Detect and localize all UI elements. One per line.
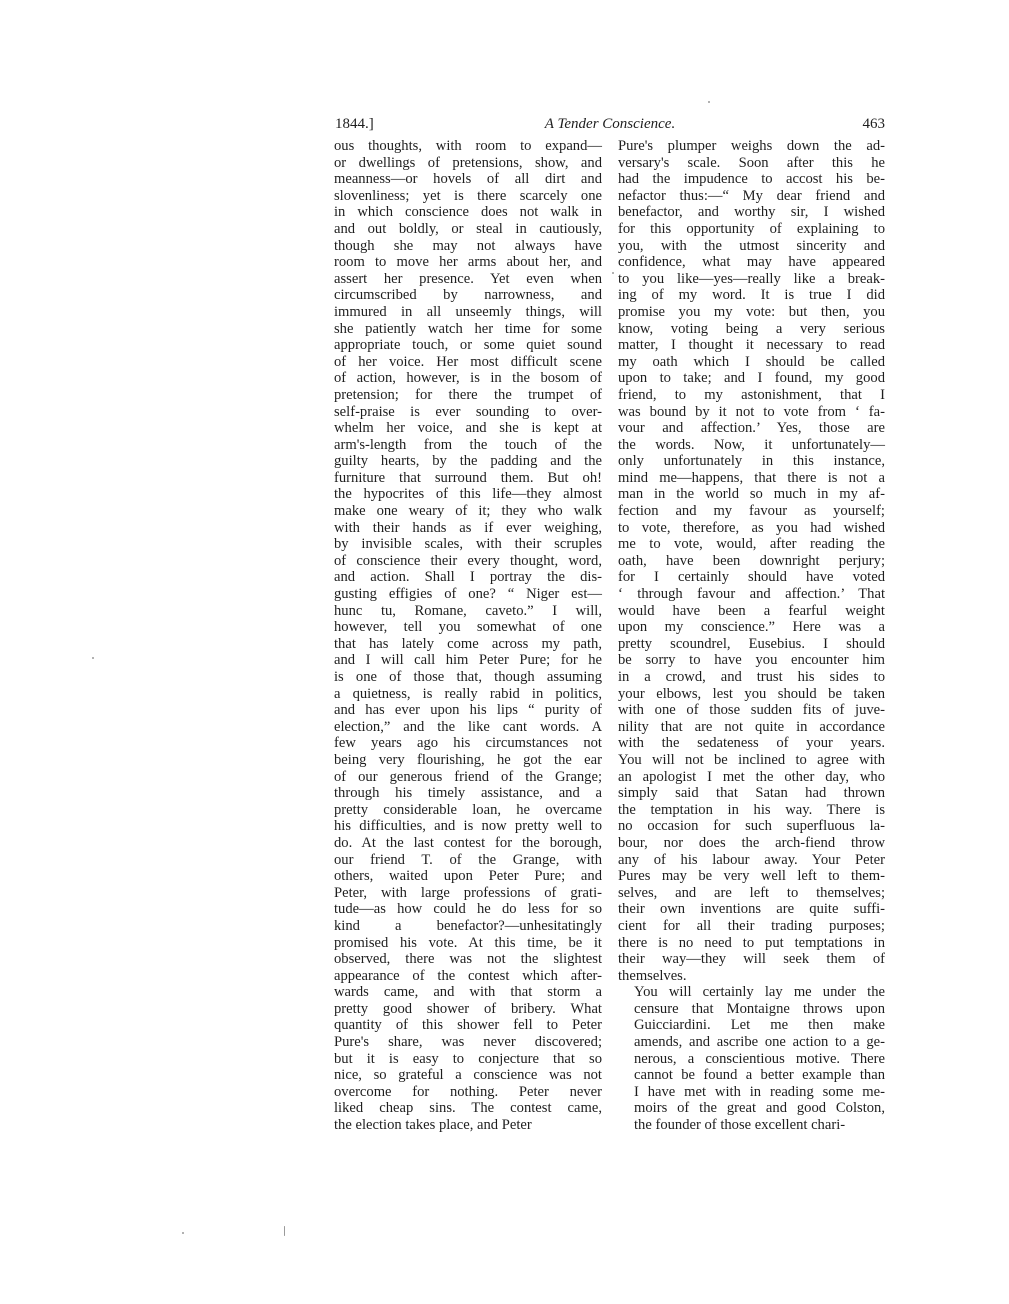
text-line: there is no need to put temptations in bbox=[618, 934, 885, 951]
scan-speck bbox=[182, 1232, 184, 1234]
text-line: nerous, a conscientious motive. There bbox=[634, 1050, 885, 1067]
text-line: in which conscience does not walk in bbox=[334, 204, 602, 221]
text-line: or dwellings of pretensions, show, and bbox=[334, 154, 602, 171]
text-line: and I will call him Peter Pure; for he bbox=[334, 652, 602, 669]
text-line: of her voice. Her most difficult scene bbox=[334, 353, 602, 370]
text-line: do. At the last contest for the borough, bbox=[334, 834, 602, 851]
text-line: You will not be inclined to agree with bbox=[618, 751, 885, 768]
text-line: appearance of the contest which after- bbox=[334, 967, 602, 984]
text-line: Guicciardini. Let me then make bbox=[634, 1017, 885, 1034]
text-line: for this opportunity of explaining to bbox=[618, 220, 885, 237]
text-line: self-praise is ever sounding to over- bbox=[334, 403, 602, 420]
text-line: overcome for nothing. Peter never bbox=[334, 1083, 602, 1100]
text-line: his difficulties, and is now pretty well to bbox=[334, 818, 602, 835]
text-line: man in the world so much in my af- bbox=[618, 486, 885, 503]
scan-speck bbox=[612, 272, 614, 274]
text-line: liked cheap sins. The contest came, bbox=[334, 1100, 602, 1117]
left-column bbox=[334, 138, 602, 1134]
right-column bbox=[618, 138, 885, 1134]
text-line: by invisible scales, with their scruples bbox=[334, 536, 602, 553]
text-line: slovenliness; yet is there scarcely one bbox=[334, 187, 602, 204]
text-line: gusting effigies of one? “ Niger est— bbox=[334, 586, 602, 603]
text-line: themselves. bbox=[618, 967, 687, 984]
text-line: few years ago his circumstances not bbox=[334, 735, 602, 752]
text-line: would have been a fearful weight bbox=[618, 602, 885, 619]
text-line: my oath which I should be called bbox=[618, 353, 885, 370]
text-line: circumscribed by narrowness, and bbox=[334, 287, 602, 304]
text-line: tude—as how could he do less for so bbox=[334, 901, 602, 918]
text-line: wards came, and with that storm a bbox=[334, 984, 602, 1001]
scan-speck bbox=[92, 657, 94, 659]
text-line: Pure's share, was never discovered; bbox=[334, 1034, 602, 1051]
text-line: upon to take; and I found, my good bbox=[618, 370, 885, 387]
text-line: of our generous friend of the Grange; bbox=[334, 768, 602, 785]
text-line: that has lately come across my path, bbox=[334, 635, 602, 652]
header-title: A Tender Conscience. bbox=[544, 116, 676, 132]
text-line: with the sedateness of your years. bbox=[618, 735, 885, 752]
text-line: furniture that surround them. But oh! bbox=[334, 469, 602, 486]
header-year: 1844.] bbox=[335, 116, 374, 132]
text-line: hunc tu, Romane, caveto.” I will, bbox=[334, 602, 602, 619]
text-line: promise you my vote: but then, you bbox=[618, 303, 885, 320]
text-line: cient for all their trading purposes; bbox=[618, 917, 885, 934]
text-line: had the impudence to accost his be- bbox=[618, 171, 885, 188]
text-line: Pure's plumper weighs down the ad- bbox=[618, 138, 885, 154]
text-line: election,” and the like cant words. A bbox=[334, 718, 602, 735]
text-line: any of his labour away. Your Peter bbox=[618, 851, 885, 868]
paragraph bbox=[618, 138, 885, 984]
text-line: and has ever upon his lips “ purity of bbox=[334, 702, 602, 719]
text-line: you, with the utmost sincerity and bbox=[618, 237, 885, 254]
scan-speck bbox=[708, 101, 710, 103]
text-line: make one weary of it; they who walk bbox=[334, 503, 602, 520]
text-line: room to move her arms about her, and bbox=[334, 254, 602, 271]
text-line: amends, and ascribe one action to a ge- bbox=[634, 1034, 885, 1051]
text-line: cannot be found a better example than bbox=[634, 1067, 885, 1084]
text-line: our friend T. of the Grange, with bbox=[334, 851, 602, 868]
text-line: assert her presence. Yet even when bbox=[334, 270, 602, 287]
text-line: matter, I thought it necessary to read bbox=[618, 337, 885, 354]
text-line: simply said that Satan had thrown bbox=[618, 785, 885, 802]
text-line: friend, to my astonishment, that I bbox=[618, 386, 885, 403]
text-line: benefactor, and worthy sir, I wished bbox=[618, 204, 885, 221]
text-line: meanness—or hovels of all dirt and bbox=[334, 171, 602, 188]
text-line: an apologist I met the other day, who bbox=[618, 768, 885, 785]
text-line: guilty hearts, by the padding and the bbox=[334, 453, 602, 470]
text-line: their way—they will seek them of bbox=[618, 951, 885, 968]
text-line: be sorry to have you encounter him bbox=[618, 652, 885, 669]
text-line: selves, and are left to themselves; bbox=[618, 884, 885, 901]
text-line: no occasion for such superfluous la- bbox=[618, 818, 885, 835]
text-line: is one of those that, though assuming bbox=[334, 669, 602, 685]
text-line: in a crowd, and trust his sides to bbox=[618, 669, 885, 685]
text-line: was bound by it not to vote from ‘ fa- bbox=[618, 403, 885, 420]
text-line: censure that Montaigne throws upon bbox=[634, 1000, 885, 1017]
text-line: of conscience their every thought, word, bbox=[334, 552, 602, 569]
text-line: mind me—happens, that there is not a bbox=[618, 469, 885, 486]
text-line: others, waited upon Peter Pure; and bbox=[334, 868, 602, 885]
text-line: appropriate touch, or some quiet sound bbox=[334, 337, 602, 354]
text-line: promised his vote. At this time, be it bbox=[334, 934, 602, 951]
text-line: arm's-length from the touch of the bbox=[334, 436, 602, 453]
text-line: I have met with in reading some me- bbox=[634, 1083, 885, 1100]
text-line: your elbows, lest you should be taken bbox=[618, 685, 885, 702]
text-line: pretty considerable loan, he overcame bbox=[334, 801, 602, 818]
text-line: for I certainly should have voted bbox=[618, 569, 885, 586]
text-line: but it is easy to conjecture that so bbox=[334, 1050, 602, 1067]
text-line: bour, nor does the arch-fiend throw bbox=[618, 834, 885, 851]
text-line: Pures may be very well left to them- bbox=[618, 868, 885, 885]
text-line: vour and affection.’ Yes, those are bbox=[618, 420, 885, 437]
text-line: the temptation in his way. There is bbox=[618, 801, 885, 818]
scan-speck bbox=[284, 1226, 285, 1236]
text-line: quantity of this shower fell to Peter bbox=[334, 1017, 602, 1034]
text-line: ous thoughts, with room to expand— bbox=[334, 138, 602, 154]
text-line: kind a benefactor?—unhesitatingly bbox=[334, 917, 602, 934]
text-line: pretty good shower of bribery. What bbox=[334, 1000, 602, 1017]
text-line: only unfortunately in this instance, bbox=[618, 453, 885, 470]
text-line: nefactor thus:—“ My dear friend and bbox=[618, 187, 885, 204]
text-line: me to vote, would, after reading the bbox=[618, 536, 885, 553]
text-line: through his timely assistance, and a bbox=[334, 785, 602, 802]
text-line: being very flourishing, he got the ear bbox=[334, 751, 602, 768]
text-line: pretension; for there the trumpet of bbox=[334, 386, 602, 403]
paragraph bbox=[334, 138, 602, 1134]
text-line: ing of my word. It is true I did bbox=[618, 287, 885, 304]
text-line: You will certainly lay me under the bbox=[634, 984, 885, 1001]
text-line: the hypocrites of this life—they almost bbox=[334, 486, 602, 503]
text-line: upon my conscience.” Here was a bbox=[618, 619, 885, 636]
running-header bbox=[335, 116, 885, 136]
text-line: with one of those sudden fits of juve- bbox=[618, 702, 885, 719]
text-line: observed, there was not the slightest bbox=[334, 951, 602, 968]
text-line: moirs of the great and good Colston, bbox=[634, 1100, 885, 1117]
text-line: and action. Shall I portray the dis- bbox=[334, 569, 602, 586]
text-line: the election takes place, and Peter bbox=[334, 1117, 532, 1134]
text-line: versary's scale. Soon after this he bbox=[618, 154, 885, 171]
text-line: immured in all unseemly things, will bbox=[334, 303, 602, 320]
text-line: oath, have been downright perjury; bbox=[618, 552, 885, 569]
text-line: whelm her voice, and she is kept at bbox=[334, 420, 602, 437]
paragraph bbox=[618, 984, 885, 1133]
text-line: and out boldly, or steal in cautiously, bbox=[334, 220, 602, 237]
text-line: however, tell you somewhat of one bbox=[334, 619, 602, 636]
text-line: the founder of those excellent chari- bbox=[634, 1117, 846, 1134]
text-line: to vote, therefore, as you had wished bbox=[618, 519, 885, 536]
text-line: confidence, what may have appeared bbox=[618, 254, 885, 271]
text-line: nility that are not quite in accordance bbox=[618, 718, 885, 735]
text-line: of action, however, is in the bosom of bbox=[334, 370, 602, 387]
text-line: the words. Now, it unfortunately— bbox=[618, 436, 885, 453]
text-line: a quietness, is really rabid in politics, bbox=[334, 685, 602, 702]
text-line: nice, so grateful a conscience was not bbox=[334, 1067, 602, 1084]
text-line: their own inventions are quite suffi- bbox=[618, 901, 885, 918]
text-line: to you like—yes—really like a break- bbox=[618, 270, 885, 287]
text-line: though she may not always have bbox=[334, 237, 602, 254]
text-line: she patiently watch her time for some bbox=[334, 320, 602, 337]
text-line: Peter, with large professions of grati- bbox=[334, 884, 602, 901]
text-line: pretty scoundrel, Eusebius. I should bbox=[618, 635, 885, 652]
page-number: 463 bbox=[862, 116, 885, 132]
text-line: know, voting being a very serious bbox=[618, 320, 885, 337]
text-line: ‘ through favour and affection.’ That bbox=[618, 586, 885, 603]
text-line: fection and my favour as yourself; bbox=[618, 503, 885, 520]
text-line: with their hands as if ever weighing, bbox=[334, 519, 602, 536]
